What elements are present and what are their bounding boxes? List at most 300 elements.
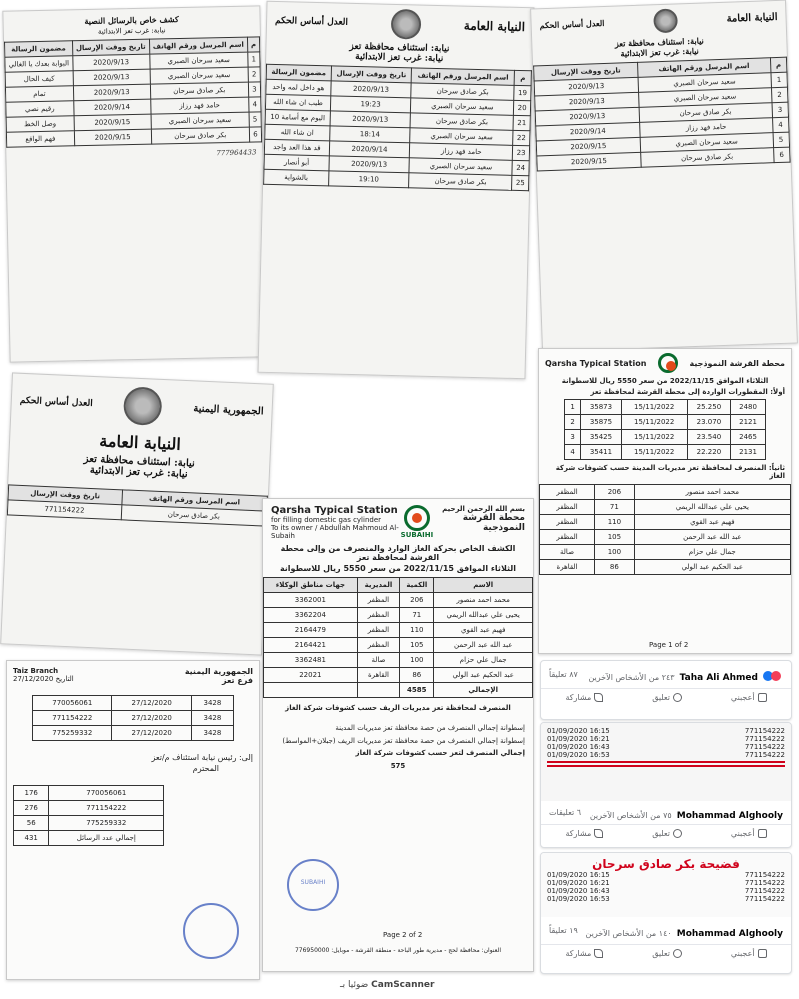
message-cell: فهم الواقع	[6, 131, 74, 147]
code-cell: 2164421	[264, 638, 358, 653]
code-cell: 3362481	[264, 653, 358, 668]
col-time: تاريخ ووقت الإرسال	[534, 62, 638, 81]
qty-cell: 2480	[731, 400, 766, 415]
phone-cell: 775259332	[49, 816, 164, 831]
table-row	[14, 801, 164, 816]
sender-cell: بكر صادق سرحان	[151, 127, 249, 144]
station-name-en: Qarsha Typical Station	[271, 505, 398, 516]
date-cell: 27/12/2020	[112, 696, 192, 711]
col-content: مضمون الرسالة	[5, 41, 73, 57]
table-row	[33, 696, 234, 711]
total-value: 4585	[400, 683, 434, 698]
fb-post-1[interactable]	[540, 660, 792, 720]
right-branch: نيابة: غرب تعز الابتدائية	[620, 45, 699, 59]
time-cell: 18:14	[329, 126, 410, 143]
time-cell: 2020/9/14	[536, 122, 640, 141]
letter-country: الجمهورية اليمنية	[193, 402, 264, 417]
station-name-en-2: Qarsha Typical Station	[545, 358, 647, 368]
col-qty: الكمية	[400, 578, 434, 593]
yemen-emblem-icon	[391, 9, 422, 40]
center-branch: نيابة: غرب تعز الابتدائية	[355, 51, 444, 65]
phone-cell: 770056061	[33, 696, 112, 711]
left-doc-heading: كشف خاص بالرسائل النصية	[84, 14, 179, 27]
row-number: 19	[514, 85, 531, 100]
fb-post-3[interactable]	[540, 852, 792, 974]
count-cell: 431	[14, 831, 49, 846]
post-reactions[interactable]: ٧٥ من الأشخاص الآخرين	[589, 811, 672, 820]
logo-text: SUBAIHI	[400, 531, 434, 539]
post-comments[interactable]: ١٩ تعليقاً	[549, 926, 578, 935]
row-number: 1	[565, 400, 581, 415]
comment-button[interactable]: تعليق	[652, 829, 682, 838]
phone-cell: 771154222	[33, 711, 112, 726]
sender-cell: سعيد سرحان الصبري	[150, 67, 248, 84]
sms-report-left	[2, 5, 267, 362]
call-time: 01/09/2020 16:53	[547, 751, 610, 759]
watermark-prefix: ضوئيا بـ	[340, 980, 369, 990]
republic: الجمهورية اليمنية	[184, 667, 253, 676]
call-time: 01/09/2020 16:15	[547, 727, 610, 735]
time-cell: 2020/9/13	[535, 92, 639, 111]
row-number: 4	[565, 445, 581, 460]
center-region: نيابة: استئناف محافظة تعز	[349, 41, 450, 55]
col-sender: اسم المرسل ورقم الهاتف	[637, 58, 770, 78]
fb-post-2[interactable]	[540, 722, 792, 848]
table-row	[14, 786, 164, 801]
qty-cell: 110	[400, 623, 434, 638]
message-cell: طيب ان شاء الله	[265, 94, 330, 111]
comment-icon	[673, 949, 682, 958]
red-underline	[547, 765, 785, 767]
call-number: 771154222	[744, 735, 785, 743]
time-cell: 2020/9/13	[73, 54, 150, 71]
date-cell: 15/11/2022	[621, 415, 687, 430]
report-date-2: الثلاثاء الموافق 2022/11/15 من سعر 5550 ريال للاسطوانة	[561, 377, 769, 385]
time-cell: 2020/9/15	[536, 137, 640, 156]
phone-cell: 771154222	[7, 500, 121, 520]
date-cell: 15/11/2022	[621, 430, 687, 445]
weight-cell: 25.250	[687, 400, 731, 415]
count-cell: 56	[14, 816, 49, 831]
call-number: 771154222	[744, 887, 785, 895]
table-row	[264, 653, 533, 668]
camscanner-watermark	[340, 980, 434, 990]
section-1: أولاً: المقطورات الواردة إلى محطة القرشة لمحافظة تعز	[590, 388, 785, 396]
post-author[interactable]: Taha Ali Ahmed	[679, 673, 758, 683]
time-cell: 2020/9/15	[537, 152, 641, 171]
table-row	[33, 711, 234, 726]
code-cell: 2164479	[264, 623, 358, 638]
time-cell: 2020/9/13	[329, 156, 410, 173]
table-row	[540, 485, 791, 500]
summary-2: إسطوانة إجمالي المنصرف من حصة محافظة تعز مديريات الريف (جبلان+المواسط)	[282, 736, 525, 745]
post-comments[interactable]: ٨٧ تعليقاً	[549, 670, 578, 679]
time-cell: 2020/9/13	[73, 84, 150, 101]
comment-icon	[673, 829, 682, 838]
col-no: م	[247, 37, 259, 52]
date-cell: 15/11/2022	[621, 400, 687, 415]
col-time: تاريخ ووقت الإرسال	[8, 485, 122, 505]
like-icon	[758, 829, 767, 838]
row-number: 3	[248, 82, 260, 97]
scandal-image	[541, 853, 791, 917]
post-actions	[541, 824, 791, 842]
area-cell: المظفر	[357, 623, 399, 638]
qty-cell: 100	[595, 545, 635, 560]
col-sender: اسم المرسل ورقم الهاتف	[122, 490, 268, 511]
table-row	[264, 623, 533, 638]
page-label-2: Page 1 of 2	[649, 641, 689, 649]
qty-cell: 71	[400, 608, 434, 623]
table-row	[264, 593, 533, 608]
comment-button[interactable]: تعليق	[652, 949, 682, 958]
date-cell: 27/12/2020	[112, 726, 192, 741]
row-number: 23	[513, 145, 530, 160]
phone-cell: 771154222	[49, 801, 164, 816]
summary-table	[13, 785, 164, 846]
total-label: الإجمالي	[434, 683, 533, 698]
sender-cell: بكر صادق سرحان	[641, 148, 774, 168]
row-number: 5	[773, 132, 790, 148]
call-time: 01/09/2020 16:53	[547, 895, 610, 903]
row-number: 24	[512, 160, 529, 175]
qty-cell: 110	[595, 515, 635, 530]
row-number: 2	[771, 87, 788, 103]
station-owner: To its owner / Abdullah Mahmoud Al-Subaih	[271, 524, 399, 540]
area-cell: صالة	[540, 545, 595, 560]
call-number: 771154222	[744, 743, 785, 751]
call-number: 771154222	[744, 727, 785, 735]
phones-table	[32, 695, 234, 741]
agent-name-cell: محمد احمد منصور	[634, 485, 790, 500]
message-cell: رقيم نصي	[6, 101, 74, 117]
right-sms-table	[533, 57, 791, 172]
row-number: 22	[513, 130, 530, 145]
qty-cell: 206	[400, 593, 434, 608]
letter-date: التاريخ 27/12/2020	[13, 675, 74, 683]
call-number: 771154222	[744, 879, 785, 887]
row-number: 6	[773, 147, 790, 163]
message-cell: وصل الخط	[6, 116, 74, 132]
code-cell: 3362001	[264, 593, 358, 608]
row-number: 4	[772, 117, 789, 133]
time-cell: 19:23	[330, 96, 411, 113]
qty-cell: 2465	[731, 430, 766, 445]
like-icon	[758, 949, 767, 958]
branch-en: Taiz Branch	[13, 667, 59, 675]
table-row	[565, 430, 766, 445]
time-cell: 2020/9/14	[329, 141, 410, 158]
post-author[interactable]: Mohammad Alghooly	[676, 929, 783, 939]
agent-name-cell: عبد الحكيم عبد الولي	[634, 560, 790, 575]
call-log-row	[547, 751, 785, 759]
letter-office: النيابة العامة	[98, 431, 182, 454]
row-number: 1	[248, 52, 260, 67]
area-cell: القاهرة	[540, 560, 595, 575]
right-region: نيابة: استئناف محافظة تعز	[614, 35, 704, 49]
sender-cell: بكر صادق سرحان	[121, 505, 267, 526]
table-row	[264, 608, 533, 623]
post-reactions[interactable]: ١٤٠ من الأشخاص الآخرين	[585, 929, 672, 938]
plate-cell: 35425	[581, 430, 622, 445]
section-2: ثانياً: المنصرف لمحافظة تعز مديريات المدينة حسب كشوفات شركة الغاز	[555, 464, 785, 480]
center-office: النيابة العامة	[463, 18, 526, 35]
area-cell: المظفر	[357, 638, 399, 653]
share-button[interactable]: مشاركة	[565, 949, 603, 958]
weight-cell: 22.220	[687, 445, 731, 460]
area-cell: المظفر	[540, 500, 595, 515]
share-icon	[594, 949, 603, 958]
time-cell: 2020/9/13	[330, 111, 411, 128]
sender-cell: سعيد سرحان الصبري	[151, 112, 249, 129]
branch: فرع تعز	[222, 676, 253, 685]
table-row	[565, 400, 766, 415]
table-row	[565, 415, 766, 430]
table-row	[540, 545, 791, 560]
gas-station-report-p1	[538, 348, 792, 654]
post-actions	[541, 688, 791, 706]
left-doc-sub: نيابة: غرب تعز الابتدائية	[97, 26, 166, 36]
call-log-row	[547, 879, 785, 887]
col-sender: اسم المرسل ورقم الهاتف	[411, 68, 514, 86]
col-no: م	[770, 57, 787, 73]
post-author[interactable]: Mohammad Alghooly	[676, 811, 783, 821]
time-cell: 2020/9/13	[331, 81, 412, 98]
plate-cell: 35411	[581, 445, 622, 460]
total-row	[264, 683, 533, 698]
agent-name-cell: فهيم عبد القوي	[634, 515, 790, 530]
row-number: 6	[249, 127, 261, 142]
sender-cell: حامد فهد رزاز	[150, 97, 248, 114]
sender-cell: سعيد سرحان الصبري	[640, 133, 773, 153]
sender-cell: سعيد سرحان الصبري	[410, 128, 513, 146]
message-cell: أبو أنصار	[264, 154, 329, 171]
count-cell: 3428	[192, 726, 234, 741]
message-cell: بالشواية	[264, 169, 329, 186]
count-cell: 3428	[192, 696, 234, 711]
message-cell: قد هذا العد واجد	[264, 139, 329, 156]
subaihi-logo-icon	[404, 505, 430, 531]
sender-cell: بكر صادق سرحان	[150, 82, 248, 99]
station-footer: العنوان: محافظة لحج - مديرية طور الباحة - منطقة القرشة - موبايل: 776950000	[294, 947, 502, 954]
table-row	[33, 726, 234, 741]
area-cell: المظفر	[540, 515, 595, 530]
message-cell: اليوم مع أسامة 10	[265, 109, 330, 126]
sms-report-right	[530, 0, 798, 352]
scandal-name: بكر صادق سرحان	[592, 857, 696, 871]
summary-val-1: 575	[390, 761, 406, 770]
area-cell: القاهرة	[357, 668, 399, 683]
date-cell: 27/12/2020	[112, 711, 192, 726]
col-name: الاسم	[434, 578, 533, 593]
code-cell: 3362204	[264, 608, 358, 623]
yemen-emblem-icon	[123, 386, 163, 426]
table-row	[264, 638, 533, 653]
like-button[interactable]: أعجبني	[731, 949, 767, 958]
gas-station-report-p2	[262, 498, 534, 972]
post-comments[interactable]: ٦ تعليقات	[549, 808, 582, 817]
table-row	[565, 445, 766, 460]
red-underline	[547, 761, 785, 763]
plate-cell: 35873	[581, 400, 622, 415]
like-icon	[758, 693, 767, 702]
row-number: 20	[514, 100, 531, 115]
agent-name-cell: يحيى علي عبدالله الريمي	[634, 500, 790, 515]
like-button[interactable]: أعجبني	[731, 829, 767, 838]
call-number: 771154222	[744, 751, 785, 759]
col-sender: اسم المرسل ورقم الهاتف	[149, 37, 247, 54]
like-button[interactable]: أعجبني	[731, 693, 767, 702]
table-row	[14, 831, 164, 846]
table-row	[540, 560, 791, 575]
station-name-2: محطة القرشة النموذجية	[689, 358, 785, 368]
to-line: إلى: رئيس نيابة استئناف م/تعز	[151, 753, 253, 762]
row-number: 3	[565, 430, 581, 445]
col-area: المديرية	[357, 578, 399, 593]
qty-cell: 105	[400, 638, 434, 653]
time-cell: 2020/9/13	[534, 77, 638, 96]
call-time: 01/09/2020 16:15	[547, 871, 610, 879]
message-cell: البوابة بعدك يا الغالي	[5, 56, 73, 72]
qty-cell: 100	[400, 653, 434, 668]
col-notes: جهات مناطق الوكلاء	[264, 578, 358, 593]
count-cell: 276	[14, 801, 49, 816]
station-stamp: SUBAIHI	[287, 859, 339, 911]
love-reaction-icon	[771, 671, 781, 681]
sender-cell: سعيد سرحان الصبري	[411, 98, 514, 116]
agent-name-cell: جمال علي حزام	[634, 545, 790, 560]
comment-button[interactable]: تعليق	[652, 693, 682, 702]
center-sms-table	[263, 64, 532, 191]
time-cell: 2020/9/13	[73, 69, 150, 86]
row-number: 1	[771, 72, 788, 88]
qty-cell: 71	[595, 500, 635, 515]
prosecution-letterhead	[0, 372, 274, 655]
report-date: الثلاثاء الموافق 2022/11/15 من سعر 5550 ريال للاسطوانة	[279, 564, 517, 573]
scandal-title: فضيحة	[699, 857, 740, 871]
qty-cell: 2131	[731, 445, 766, 460]
call-number: 771154222	[744, 871, 785, 879]
post-actions	[541, 944, 791, 962]
weight-cell: 23.070	[687, 415, 731, 430]
call-log-image	[541, 723, 791, 801]
sms-report-center	[257, 1, 534, 379]
table-row	[540, 515, 791, 530]
table-row	[540, 530, 791, 545]
table-row	[264, 668, 533, 683]
row-number: 2	[248, 67, 260, 82]
letter-branch: نيابة: غرب تعز الابتدائية	[89, 464, 188, 481]
share-button[interactable]: مشاركة	[565, 829, 603, 838]
row-number: 2	[565, 415, 581, 430]
sender-cell: سعيد سرحان الصبري	[149, 52, 247, 69]
agent-name-cell: جمال علي حزام	[434, 653, 533, 668]
col-content: مضمون الرسالة	[266, 64, 331, 81]
row-number: 5	[249, 112, 261, 127]
date-cell: 15/11/2022	[621, 445, 687, 460]
time-cell: 2020/9/15	[74, 129, 151, 146]
trucks-table	[564, 399, 766, 460]
post-reactions[interactable]: ٢٤٣ من الأشخاص الآخرين	[588, 673, 675, 682]
count-cell: 3428	[192, 711, 234, 726]
sender-cell: سعيد سرحان الصبري	[638, 73, 771, 93]
call-number: 771154222	[744, 895, 785, 903]
letter-region: نيابة: استئناف محافظة تعز	[83, 453, 196, 470]
left-sms-table	[4, 36, 262, 147]
letter-table	[7, 484, 268, 526]
row-number: 4	[249, 97, 261, 112]
plate-cell: 35875	[581, 415, 622, 430]
sender-cell: بكر صادق سرحان	[410, 113, 513, 131]
page-label: Page 2 of 2	[383, 931, 423, 939]
left-doc-note: 777964433	[216, 148, 257, 158]
phone-cell: إجمالي عدد الرسائل	[49, 831, 164, 846]
call-time: 01/09/2020 16:43	[547, 743, 610, 751]
call-time: 01/09/2020 16:43	[547, 887, 610, 895]
call-log-row	[547, 743, 785, 751]
comment-icon	[673, 693, 682, 702]
area-cell: المظفر	[540, 530, 595, 545]
time-cell: 2020/9/13	[535, 107, 639, 126]
call-time: 01/09/2020 16:21	[547, 879, 610, 887]
message-cell: هو داخل لمه واحد	[266, 79, 331, 96]
call-log-row	[547, 895, 785, 903]
time-cell: 2020/9/14	[73, 99, 150, 116]
qty-cell: 86	[595, 560, 635, 575]
table-row	[14, 816, 164, 831]
agents-table	[263, 577, 533, 698]
subaihi-logo-icon	[658, 353, 678, 373]
share-icon	[594, 829, 603, 838]
weight-cell: 23.540	[687, 430, 731, 445]
qty-cell: 206	[595, 485, 635, 500]
call-log-row	[547, 871, 785, 879]
rural-title: المنصرف لمحافظة تعز مديريات الريف حسب كشوفات شركة الغاز	[285, 704, 511, 712]
telecom-letter	[6, 660, 260, 980]
area-cell: المظفر	[357, 608, 399, 623]
area-cell: المظفر	[357, 593, 399, 608]
sender-cell: بكر صادق سرحان	[411, 83, 514, 101]
summary-3: إجمالي المنصرف لتعز حسب كشوفات شركة الغاز	[355, 749, 525, 758]
center-motto: العدل أساس الحكم	[274, 15, 349, 28]
row-number: 21	[513, 115, 530, 130]
agent-name-cell: يحيى علي عبدالله الريمي	[434, 608, 533, 623]
sender-cell: حامد فهد رزاز	[410, 143, 513, 161]
call-log-row	[547, 735, 785, 743]
call-time: 01/09/2020 16:21	[547, 735, 610, 743]
time-cell: 19:10	[328, 171, 409, 188]
row-number: 25	[512, 175, 529, 190]
station-name: محطة القرشة النموذجية	[462, 513, 525, 533]
phone-cell: 775259332	[33, 726, 112, 741]
agent-name-cell: محمد احمد منصور	[434, 593, 533, 608]
call-log-row	[547, 887, 785, 895]
sender-cell: بكر صادق سرحان	[639, 103, 772, 123]
station-subtitle: for filling domestic gas cylinder	[271, 516, 382, 524]
count-cell: 176	[14, 786, 49, 801]
sender-cell: بكر صادق سرحان	[409, 173, 512, 191]
time-cell: 2020/9/15	[74, 114, 151, 131]
agent-name-cell: عبد الله عبد الرحمن	[434, 638, 533, 653]
greeting: المحترم	[192, 764, 219, 773]
area-cell: صالة	[357, 653, 399, 668]
col-time: تاريخ ووقت الإرسال	[72, 39, 149, 56]
share-button[interactable]: مشاركة	[565, 693, 603, 702]
message-cell: كيف الحال	[5, 71, 73, 87]
sender-cell: سعيد سرحان الصبري	[409, 158, 512, 176]
qty-cell: 2121	[731, 415, 766, 430]
watermark-app: CamScanner	[371, 980, 435, 990]
